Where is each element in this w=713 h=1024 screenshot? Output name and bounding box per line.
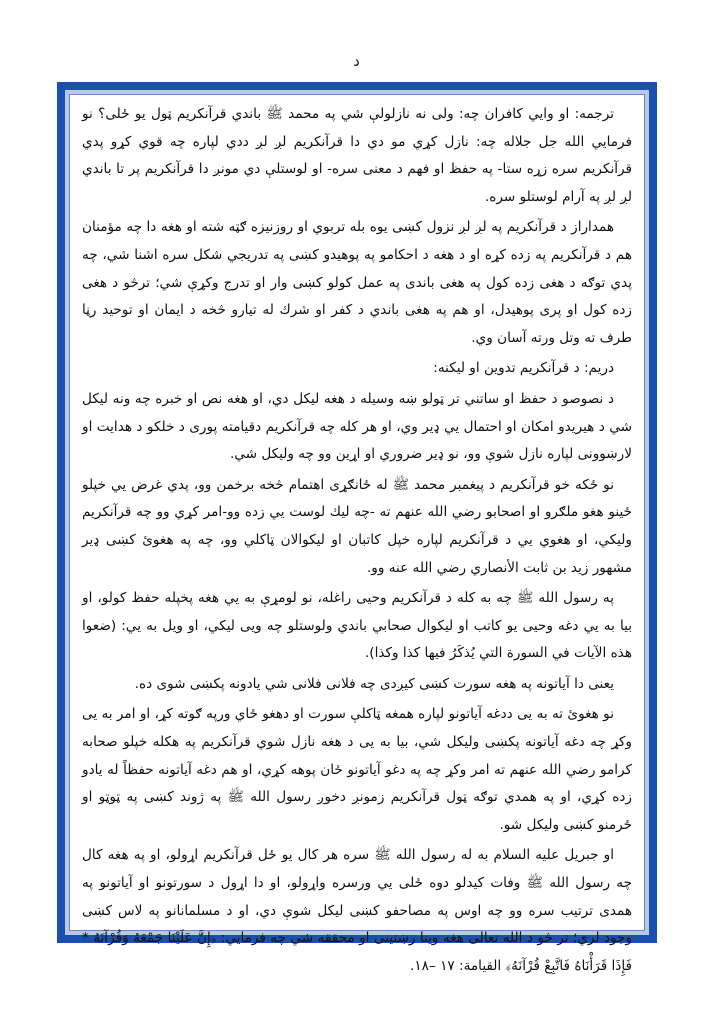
section-heading: دريم: د قرآنكريم تدوين او ليكنه:	[433, 360, 614, 377]
paragraph: نو هغوئ ته به يی ددغه آياتونو لپاره همغه ټاكلې سورت او دهغو ځاي ورپه ګوته كړ، او امر به يی وكړ چه دغه آياتونه پكښی وليكل شي، بيا به يی د هغه نازل شوي قرآنكريم په هكله خپلو صحابه كرامو رضي الله عنهم ته امر وكړ چه په دغو آياتونو ځان پوهه كړي، او هم دغه آياتونه حفظاً له يادو زده كړي، او په همدي توګه ټول قرآنكريم زمونږ دخوږ رسول الله ﷺ په ژوند كښی په ټوټو او ځرمنو كښی وليكل شو.	[82, 706, 632, 833]
paragraph: د نصوصو د حفظ او ساتني تر ټولو ښه وسيله د هغه ليكل دي، او هغه نص او خبره چه ونه ليكل شي د هيريدو امكان او احتمال يي ډير وي، او هر كله چه قرآنكريم دقيامته پوری د خلكو د هدايت او لارښوونی لپاره نازل شوې وو، نو ډير ضروري او اړين وو چه وليكل شي.	[82, 390, 632, 463]
paragraph: يعنی دا آياتونه په هغه سورت كښی كيږدی چه فلانی فلانی شي يادونه پكښی شوی ده.	[134, 675, 614, 692]
paragraph: همداراز د قرآنكريم په لږ لږ نزول كښی يوه بله تربوي او روزنيزه ګټه شته او هغه دا چه مؤمنان هم د قرآنكريم په زده كړه او د هغه د احكامو په پوهيدو كښی په تدريجي شكل سره اشنا شي، چه پدي توګه د هغی زده كول په هغی باندی په عمل كولو كښی وار او تدرج وكړې شي؛ ترڅو د هغی زده كول او پری پوهيدل، او هم په هغی باندي د كفر او شرك له تيارو څخه د ايمان او توحيد رڼا طرف ته وتل ورته آسان وي.	[82, 219, 632, 346]
page-frame	[57, 82, 657, 974]
page-frame-inner	[65, 90, 649, 974]
page-number: د	[353, 52, 360, 70]
paragraph: نو ځكه خو قرآنكريم د پيغمبر محمد ﷺ له ځانګړی اهتمام څخه برخمن وو، پدي غرض يي خپلو ځينو هغو ملګرو او اصحابو رضي الله عنهم ته -چه ليك لوست يي زده وو-امر كړي وو چه قرآنكريم وليكي، او هغوي يي د قرآنكريم لپاره خپل كاتبان او ليكوالان ټاكلي وو، چه په هغوئ كښی ډير مشهور زيد بن ثابت الأنصاري رضي الله عنه وو.	[82, 476, 632, 576]
paragraph: په رسول الله ﷺ چه به كله د قرآنكريم وحيی راغله، نو لومړې به يي هغه پخپله حفظ كولو، او بيا به يي دغه وحيی يو كاتب او ليكوال صحابي باندي ولوستلو چه ويی ليكي، او ويل به يي: (ضعوا هذه الآيات في السورة التي يُذكَرُ فيها كذا وكذا).	[82, 590, 632, 662]
paragraph-translation: ترجمه: او وايي كافران چه: ولی نه نازلولې شي په محمد ﷺ باندي قرآنكريم ټول يو ځلی؟ نو فرمايي الله جل جلاله چه: نازل كړي مو دي دا قرآنكريم لږ لږ ددي لپاره چه قوي كړو پدي قرآنكريم سره زړه ستا- په حفظ او فهم د معنی سره- او لوستلې دي مونږ دا قرآنكريم پر تا باندي لږ لږ په آرام لوستلو سره.	[82, 106, 632, 205]
text-body	[69, 94, 645, 974]
paragraph: او جبريل عليه السلام به له رسول الله ﷺ سره هر كال يو ځل قرآنكريم اړولو، او په هغه كال چه رسول الله ﷺ وفات كيدلو دوه ځلی يي ورسره واړولو، او دا اړول د سورتونو او آياتونو په همدی ترتيب سره وو چه اوس په مصاحفو كښی ليكل شوې دي، او د مسلمانانو په لاس كښی وجود لري؛ تر څو د الله تعالی هغه وينا رښتينی او محققه شي چه فرمايي: ﴿إِنَّ عَلَيْنَا جَمْعَهُ وَقُرْآنَهُ * فَإِذَا قَرَأْنَاهُ فَاتَّبِعْ قُرْآنَهُ﴾ القيامة: ١٧ –١٨.	[82, 847, 632, 974]
